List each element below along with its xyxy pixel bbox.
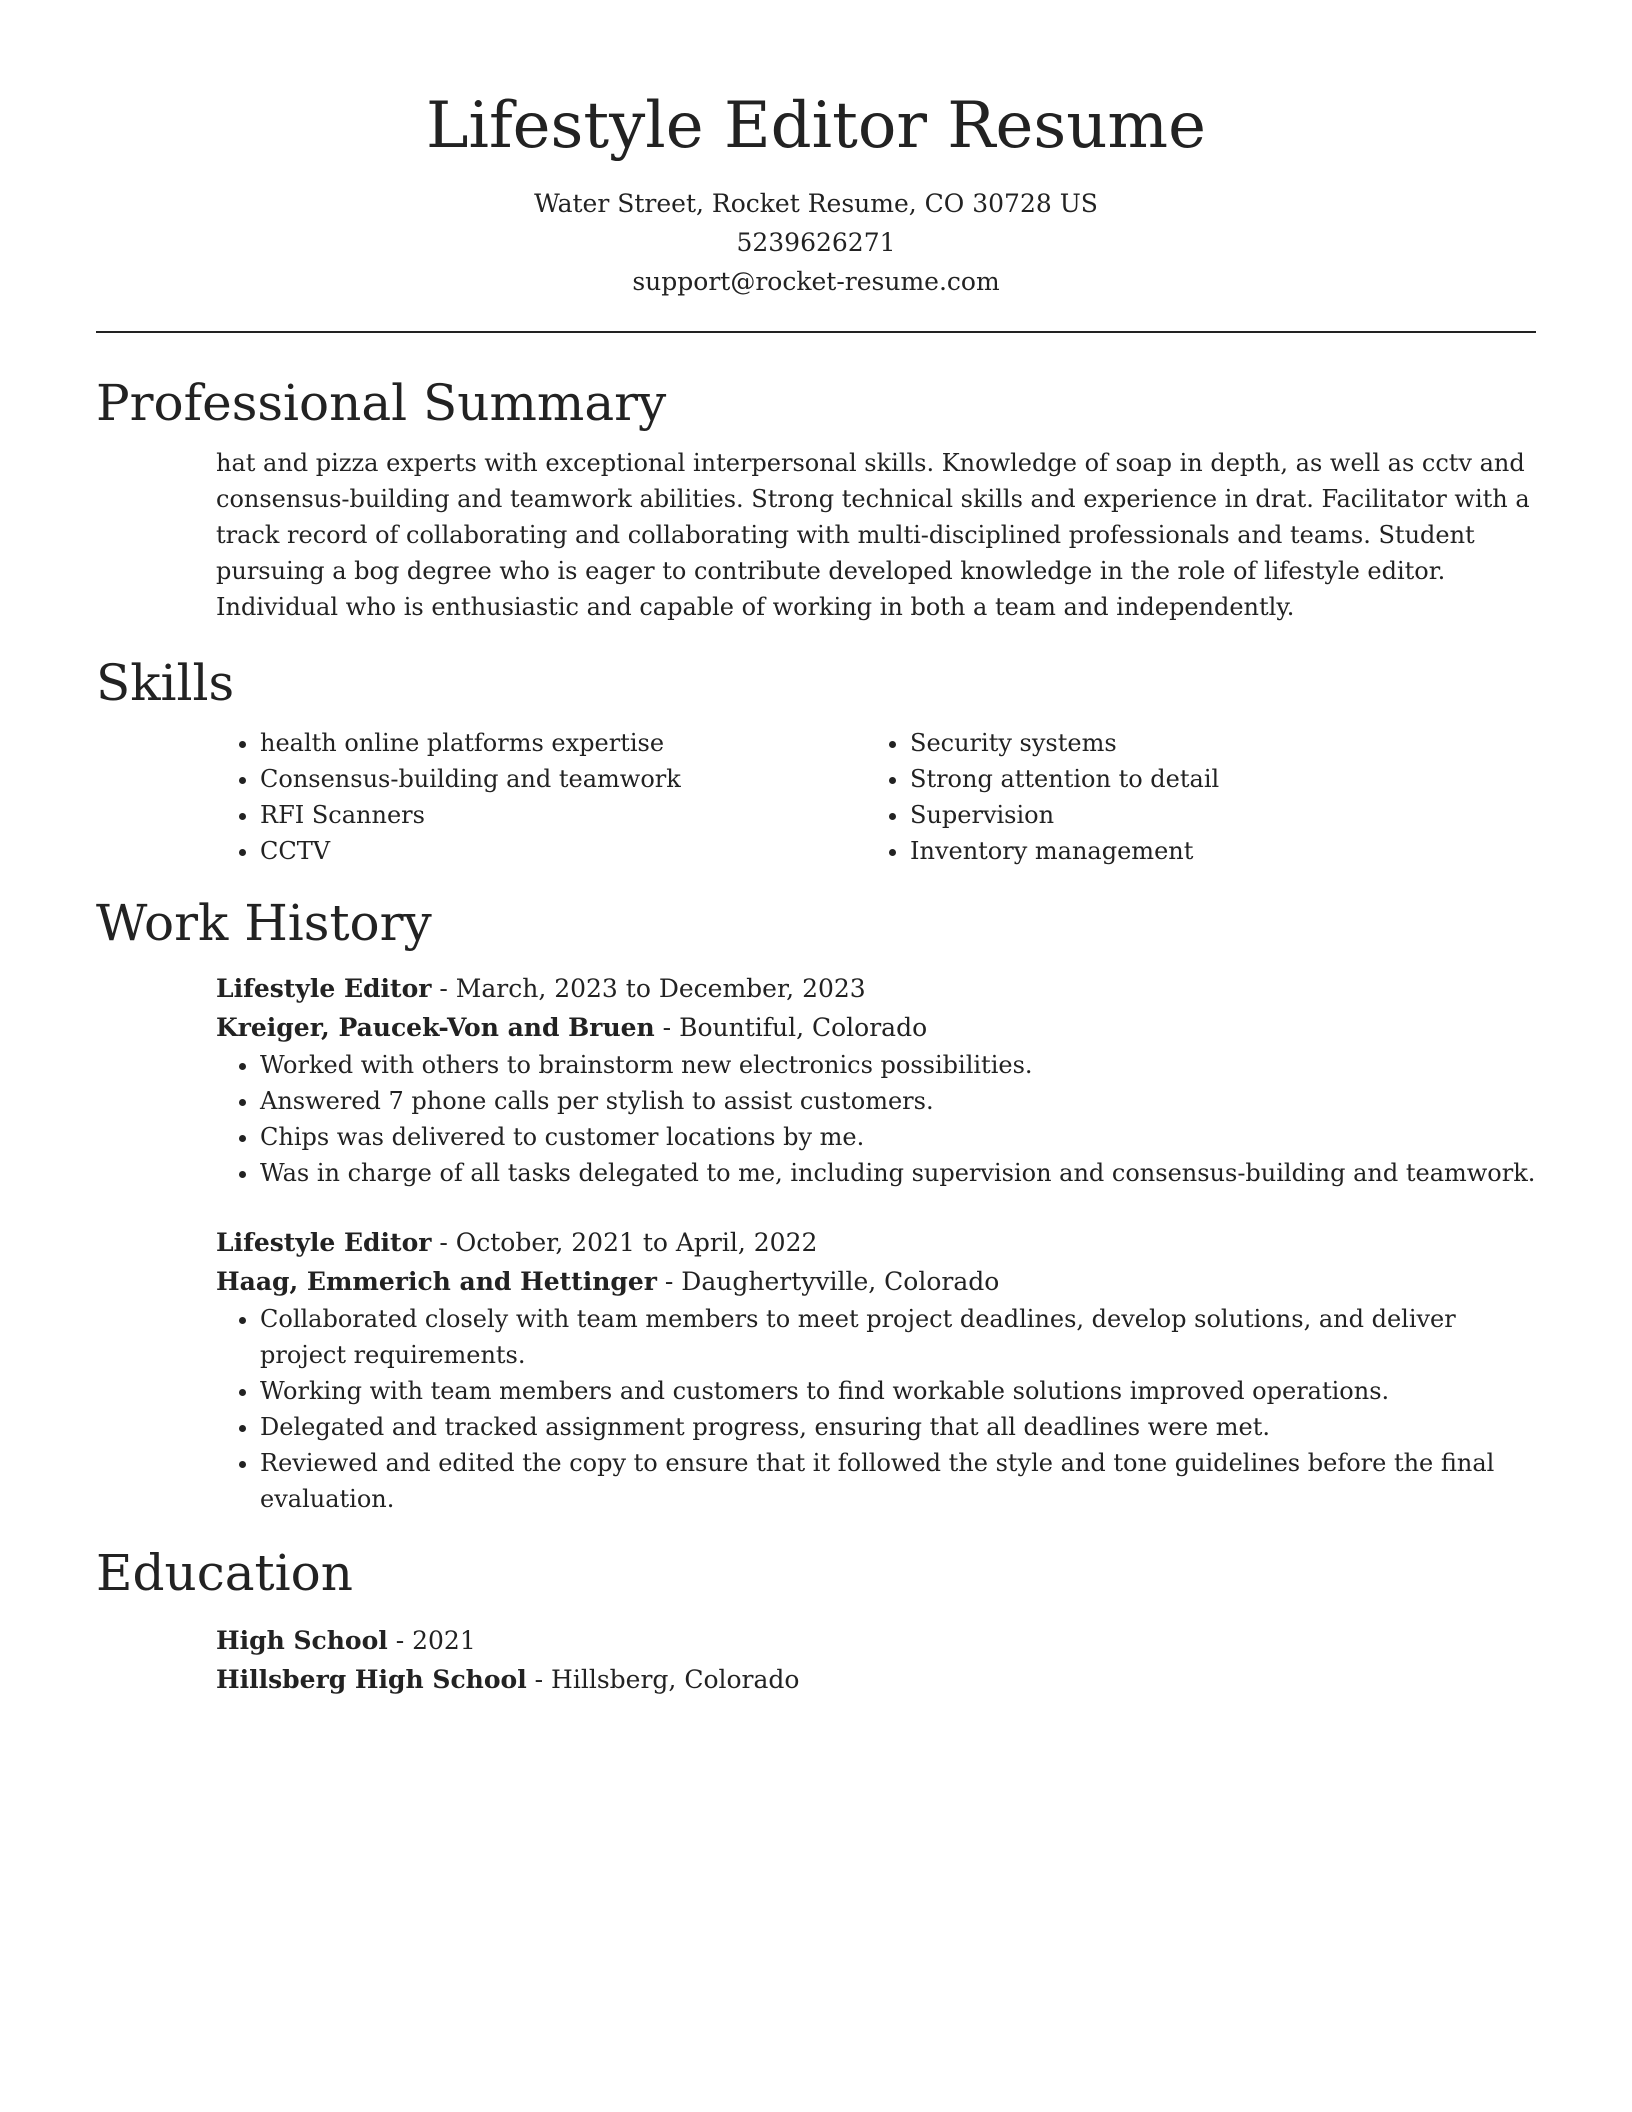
education-heading: Education	[96, 1544, 353, 1602]
education-year: - 2021	[387, 1626, 476, 1655]
job-location: - Daughertyville, Colorado	[656, 1267, 1000, 1296]
job-company: Haag, Emmerich and Hettinger	[216, 1267, 657, 1296]
job-title: Lifestyle Editor	[216, 974, 432, 1003]
job-bullet: • Answered 7 phone calls per stylish to assist customers.	[260, 1083, 1536, 1119]
job-title: Lifestyle Editor	[216, 1228, 432, 1257]
resume-title: Lifestyle Editor Resume	[426, 89, 1206, 163]
work-history-heading: Work History	[96, 894, 432, 952]
job-bullets	[216, 1301, 1536, 1517]
job-bullet: • Delegated and tracked assignment progress, ensuring that all deadlines were met.	[260, 1409, 1536, 1445]
job-entry	[216, 1223, 1536, 1517]
skills-list-left	[216, 725, 866, 869]
skill-item: • Supervision	[910, 797, 1536, 833]
skill-item: • RFI Scanners	[260, 797, 866, 833]
job-location: - Bountiful, Colorado	[654, 1013, 928, 1042]
job-bullet: • Collaborated closely with team members to meet project deadlines, develop solutions, and deliver project requirements.	[260, 1301, 1536, 1373]
contact-block	[96, 184, 1536, 301]
job-title-line	[216, 969, 1536, 1008]
header-divider	[96, 331, 1536, 333]
education-school-line	[216, 1660, 1536, 1699]
job-title-line	[216, 1223, 1536, 1262]
job-dates: - March, 2023 to December, 2023	[431, 974, 866, 1003]
skill-item: • Strong attention to detail	[910, 761, 1536, 797]
contact-address: Water Street, Rocket Resume, CO 30728 US	[534, 189, 1098, 218]
job-bullet: • Worked with others to brainstorm new electronics possibilities.	[260, 1047, 1536, 1083]
job-bullets	[216, 1047, 1536, 1191]
contact-email: support@rocket-resume.com	[632, 267, 1000, 296]
job-dates: - October, 2021 to April, 2022	[431, 1228, 818, 1257]
education-section	[96, 1541, 1536, 1699]
education-location: - Hillsberg, Colorado	[526, 1665, 800, 1694]
job-bullet: • Reviewed and edited the copy to ensure that it followed the style and tone guidelines before the final evaluation.	[260, 1445, 1536, 1517]
skill-item: • CCTV	[260, 833, 866, 869]
skill-item: • Inventory management	[910, 833, 1536, 869]
skill-item: • Consensus-building and teamwork	[260, 761, 866, 797]
job-bullet: • Working with team members and customers to find workable solutions improved operations.	[260, 1373, 1536, 1409]
skill-item: • health online platforms expertise	[260, 725, 866, 761]
job-company: Kreiger, Paucek-Von and Bruen	[216, 1013, 655, 1042]
contact-phone: 5239626271	[736, 228, 896, 257]
skills-list-right	[866, 725, 1536, 869]
skills-section	[96, 651, 1536, 869]
work-history-section	[96, 891, 1536, 1517]
summary-section	[96, 371, 1536, 625]
skill-item: • Security systems	[910, 725, 1536, 761]
job-company-line	[216, 1008, 1536, 1047]
job-company-line	[216, 1262, 1536, 1301]
job-bullet: • Was in charge of all tasks delegated to me, including supervision and consensus-building and teamwork.	[260, 1155, 1536, 1191]
skills-heading: Skills	[96, 654, 235, 712]
education-school: Hillsberg High School	[216, 1665, 527, 1694]
education-entry	[216, 1621, 1536, 1699]
education-degree: High School	[216, 1626, 388, 1655]
job-bullet: • Chips was delivered to customer locations by me.	[260, 1119, 1536, 1155]
summary-text: hat and pizza experts with exceptional interpersonal skills. Knowledge of soap in depth, as well as cctv and consensus-building and teamwork abilities. Strong technical skills and experience in drat. Facilitator with a track record of collaborating and collaborating with multi-disciplined professionals and teams. Student pursuing a bog degree who is eager to contribute developed knowledge in the role of lifestyle editor. Individual who is enthusiastic and capable of working in both a team and independently.	[216, 449, 1530, 621]
job-entry	[216, 969, 1536, 1191]
summary-heading: Professional Summary	[96, 374, 667, 432]
skills-grid	[216, 725, 1536, 869]
education-degree-line	[216, 1621, 1536, 1660]
